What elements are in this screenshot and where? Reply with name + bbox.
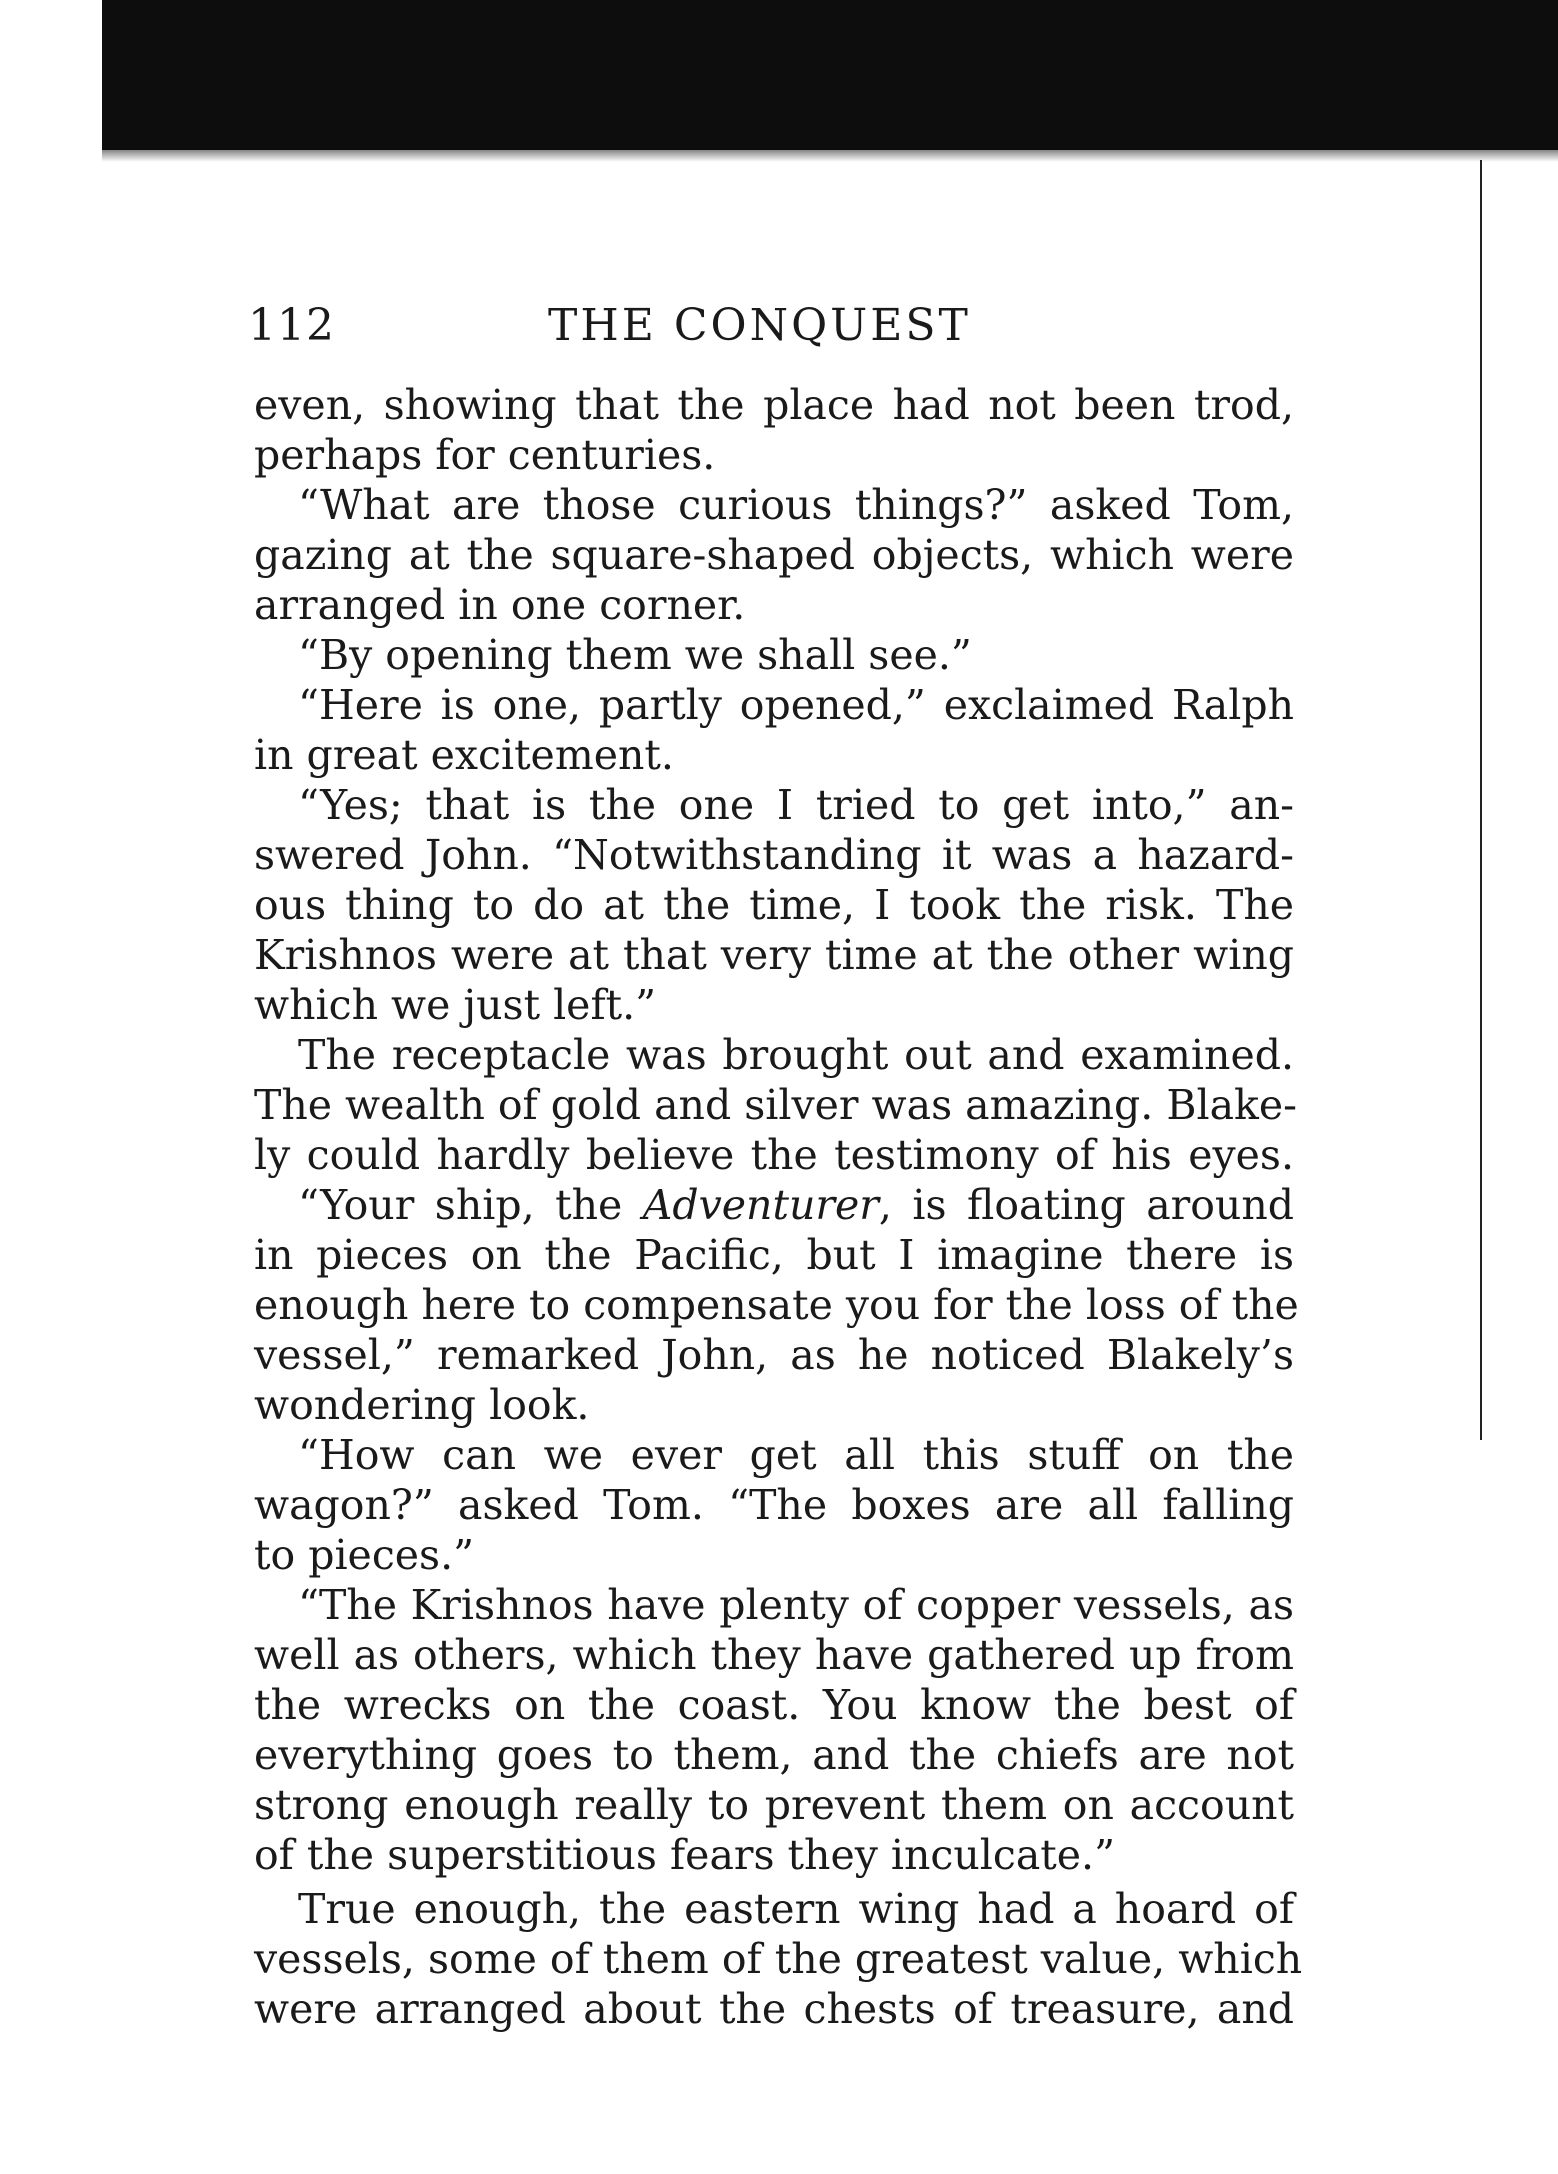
- text-line: vessels, some of them of the greatest value, which: [254, 1935, 1303, 1983]
- text-segment: “Your ship, the: [298, 1181, 643, 1229]
- text-line: “What are those curious things?” asked Tom,: [298, 481, 1294, 529]
- running-head: THE CONQUEST: [548, 300, 971, 351]
- text-line: of the superstitious fears they inculcate.”: [254, 1831, 1116, 1879]
- text-line: to pieces.”: [254, 1531, 475, 1579]
- text-line: vessel,” remarked John, as he noticed Blakely’s: [254, 1331, 1294, 1379]
- ship-name: Adventurer: [642, 1181, 879, 1229]
- page-header: [248, 300, 1288, 364]
- text-line: True enough, the eastern wing had a hoard of: [298, 1885, 1294, 1933]
- text-line: which we just left.”: [254, 981, 657, 1029]
- text-line: everything goes to them, and the chiefs are not: [254, 1731, 1294, 1779]
- text-line: ous thing to do at the time, I took the risk. The: [254, 881, 1294, 929]
- text-line: The wealth of gold and silver was amazing. Blake-: [254, 1081, 1297, 1129]
- text-line: wondering look.: [254, 1381, 590, 1429]
- text-line: “Here is one, partly opened,” exclaimed Ralph: [298, 681, 1294, 729]
- text-line: in great excitement.: [254, 731, 674, 779]
- text-line: well as others, which they have gathered up from: [254, 1631, 1294, 1679]
- text-line: Krishnos were at that very time at the other wing: [254, 931, 1294, 979]
- scan-page-edge: [1480, 160, 1482, 1440]
- text-line: The receptacle was brought out and examined.: [298, 1031, 1294, 1079]
- scan-dark-band: [102, 0, 1558, 150]
- text-line: perhaps for centuries.: [254, 431, 716, 479]
- text-line: were arranged about the chests of treasure, and: [254, 1985, 1294, 2033]
- text-segment: , is floating around: [878, 1181, 1294, 1229]
- text-line: “How can we ever get all this stuff on the: [298, 1431, 1294, 1479]
- text-line: strong enough really to prevent them on account: [254, 1781, 1294, 1829]
- text-line: in pieces on the Pacific, but I imagine there is: [254, 1231, 1294, 1279]
- text-line: arranged in one corner.: [254, 581, 746, 629]
- text-line: even, showing that the place had not been trod,: [254, 381, 1294, 429]
- text-line: wagon?” asked Tom. “The boxes are all falling: [254, 1481, 1294, 1529]
- text-line: “By opening them we shall see.”: [298, 631, 972, 679]
- page-number: 112: [248, 300, 335, 351]
- text-line: “Yes; that is the one I tried to get into,” an-: [298, 781, 1294, 829]
- text-line: “The Krishnos have plenty of copper vessels, as: [298, 1581, 1294, 1629]
- text-line: enough here to compensate you for the loss of the: [254, 1281, 1299, 1329]
- text-line: ly could hardly believe the testimony of his eyes.: [254, 1131, 1294, 1179]
- body-text: [254, 380, 1303, 2034]
- scan-band-edge: [102, 138, 1558, 162]
- text-line: [254, 1180, 1294, 1230]
- text-line: gazing at the square-shaped objects, which were: [254, 531, 1294, 579]
- text-line: the wrecks on the coast. You know the best of: [254, 1681, 1294, 1729]
- text-line: swered John. “Notwithstanding it was a hazard-: [254, 831, 1294, 879]
